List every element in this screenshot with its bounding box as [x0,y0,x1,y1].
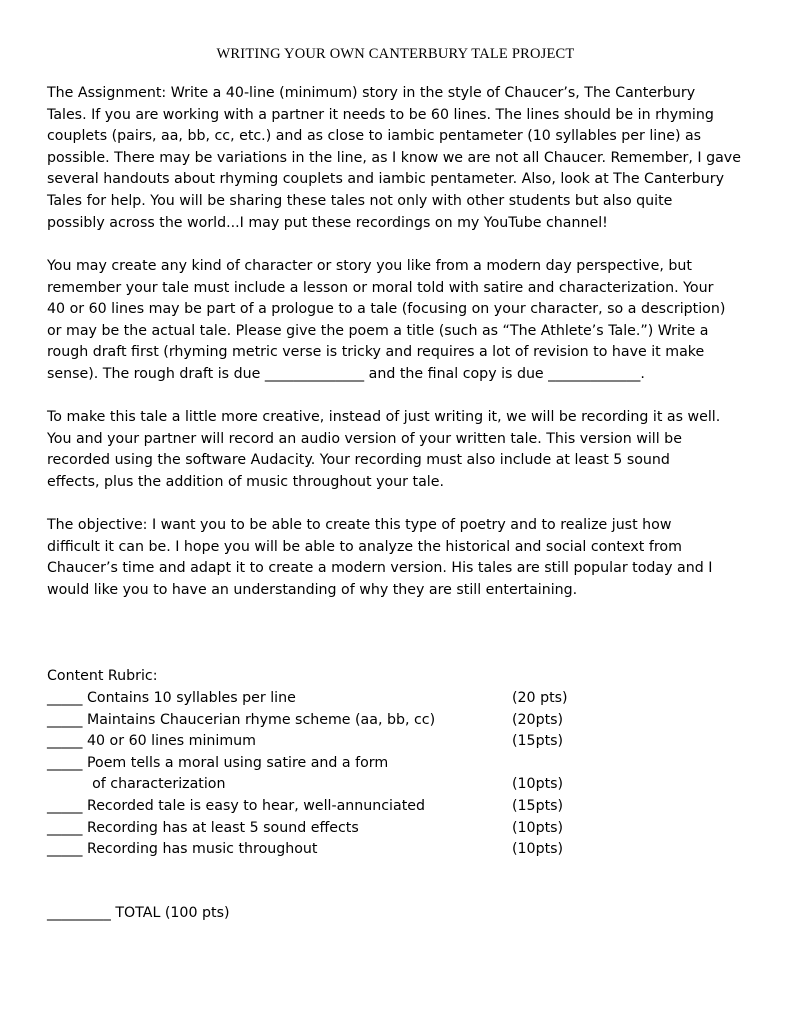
rubric-criterion: _____ Recording has music throughout [47,841,318,858]
rubric-row [47,796,607,818]
text-line: several handouts about rhyming couplets and iambic pentameter. Also, look at The Canterbury [47,171,725,188]
text-line: You and your partner will record an audio version of your written tale. This version will be [47,430,682,447]
text-line: would like you to have an understanding of why they are still entertaining. [47,581,578,598]
text-line: possibly across the world...I may put these recordings on my YouTube channel! [47,214,608,231]
recording-paragraph [47,407,757,493]
rubric-criterion: _____ 40 or 60 lines minimum [47,733,256,750]
rubric-row [47,839,607,861]
rubric-table [47,688,607,861]
text-line: You may create any kind of character or story you like from a modern day perspective, but [47,258,692,274]
rubric-points: (20pts) [512,711,564,728]
text-line: To make this tale a little more creative, instead of just writing it, we will be recording it as well. [47,409,721,425]
assignment-paragraph [47,83,757,234]
rubric-row [47,818,607,840]
objective-paragraph [47,515,757,601]
rubric-criterion: _____ Recording has at least 5 sound effects [47,819,359,836]
text-line: effects, plus the addition of music throughout your tale. [47,473,444,490]
text-line: The Assignment: Write a 40-line (minimum) story in the style of Chaucer’s, The Canterbury [47,85,696,101]
rubric-heading: Content Rubric: [47,668,158,684]
rubric-row [47,731,607,753]
text-line: Tales for help. You will be sharing these tales not only with other students but also quite [47,192,673,209]
rubric-points: (15pts) [512,733,564,750]
rubric-points: (10pts) [512,841,564,858]
character-paragraph [47,256,757,386]
text-line: or may be the actual tale. Please give the poem a title (such as “The Athlete’s Tale.”) Write a [47,322,709,339]
rubric-points: (20 pts) [512,690,568,706]
text-line: possible. There may be variations in the line, as I know we are not all Chaucer. Remember, I gave [47,149,741,166]
rubric-row [47,753,607,775]
text-line: Chaucer’s time and adapt it to create a modern version. His tales are still popular today and I [47,560,713,577]
rubric-row [47,710,607,732]
text-line: rough draft first (rhyming metric verse is tricky and requires a lot of revision to have it make [47,344,705,361]
text-line: Tales. If you are working with a partner it needs to be 60 lines. The lines should be in rhyming [47,106,714,123]
rubric-criterion: _____ Maintains Chaucerian rhyme scheme (aa, bb, cc) [47,711,436,728]
text-line: difficult it can be. I hope you will be able to analyze the historical and social context from [47,538,682,555]
text-line: recorded using the software Audacity. Your recording must also include at least 5 sound [47,452,670,469]
document-title: WRITING YOUR OWN CANTERBURY TALE PROJECT [216,46,575,62]
rubric-criterion: of characterization [47,776,226,793]
rubric-points: (10pts) [512,819,564,836]
text-line: remember your tale must include a lesson or moral told with satire and characterization. Your [47,279,714,296]
text-line: The objective: I want you to be able to create this type of poetry and to realize just how [47,517,672,533]
text-line: couplets (pairs, aa, bb, cc, etc.) and as close to iambic pentameter (10 syllables per line) as [47,128,702,145]
rubric-criterion: _____ Poem tells a moral using satire and a form [47,754,389,771]
rubric-criterion: _____ Contains 10 syllables per line [47,690,296,706]
rubric-points: (15pts) [512,797,564,814]
rubric-points: (10pts) [512,776,564,793]
text-line: sense). The rough draft is due ______________ and the final copy is due _____________. [47,365,645,382]
rubric-row [47,688,607,710]
rubric-total: _________ TOTAL (100 pts) [47,905,230,921]
text-line: 40 or 60 lines may be part of a prologue to a tale (focusing on your character, so a description) [47,301,726,318]
rubric-criterion: _____ Recorded tale is easy to hear, well-annunciated [47,797,425,814]
rubric-row [47,774,607,796]
